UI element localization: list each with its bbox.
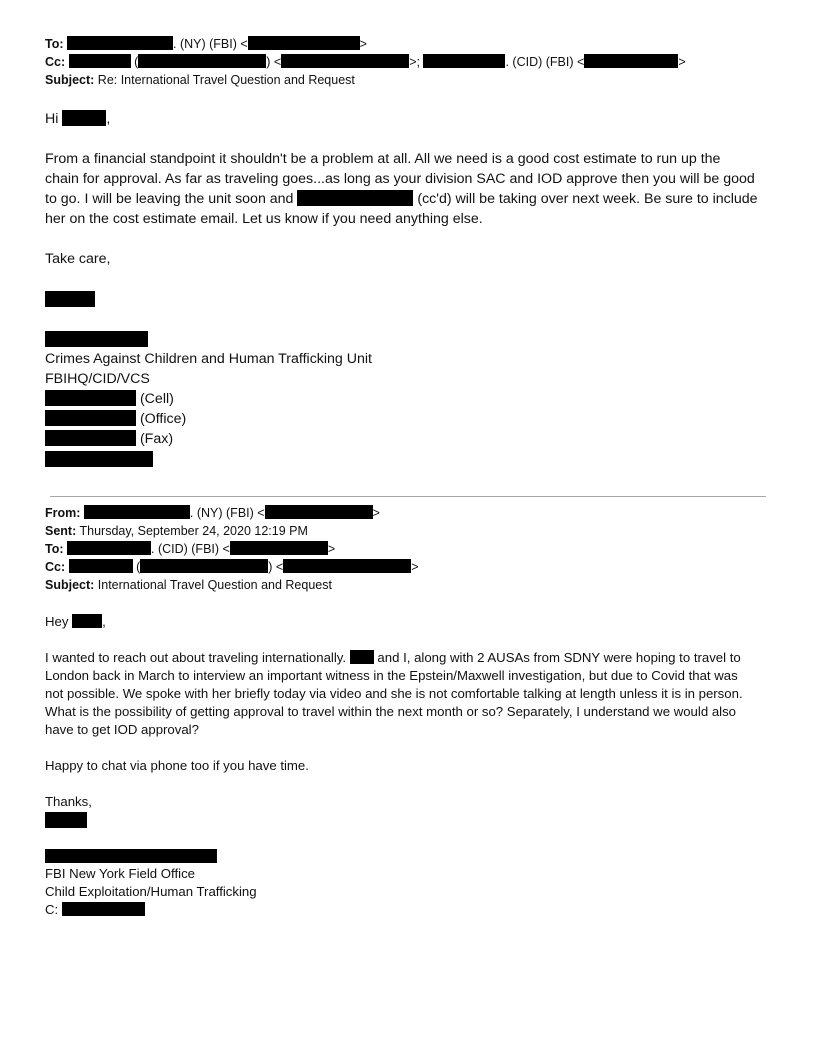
closing: Take care, bbox=[45, 251, 111, 267]
signature-name-redaction bbox=[45, 291, 95, 309]
paragraph-line: her on the cost estimate email. Let us know if you need anything else. bbox=[45, 211, 483, 227]
cc-close: > bbox=[678, 55, 686, 69]
signature-cell: C: bbox=[45, 901, 145, 919]
message-divider bbox=[50, 496, 766, 497]
cc-line: Cc: ( ) < > bbox=[45, 560, 419, 574]
redaction bbox=[69, 54, 131, 68]
paragraph-line: What is the possibility of getting approval to travel within the next month or so? Separately, I understand we would also bbox=[45, 704, 737, 719]
redaction bbox=[62, 902, 145, 916]
redaction bbox=[283, 559, 411, 573]
redaction bbox=[350, 650, 374, 664]
to-line: To: . (CID) (FBI) < > bbox=[45, 542, 336, 556]
redaction bbox=[248, 36, 360, 50]
paragraph-line: London back in March to interview an important witness in the Epstein/Maxwell investigation, but due to Covid that was bbox=[45, 668, 738, 683]
paragraph-line: have to get IOD approval? bbox=[45, 722, 199, 737]
redaction bbox=[281, 54, 409, 68]
phone-office: (Office) bbox=[45, 409, 186, 429]
greeting: Hi , bbox=[45, 111, 111, 127]
signature-title-redaction bbox=[45, 848, 217, 866]
paragraph-line: to go. I will be leaving the unit soon and (cc'd) will be taking over next week. Be sure to include bbox=[45, 191, 758, 207]
cc-label: Cc: bbox=[45, 55, 66, 69]
redaction bbox=[67, 541, 151, 555]
email-redaction bbox=[45, 451, 153, 469]
redaction bbox=[584, 54, 678, 68]
redaction bbox=[67, 36, 173, 50]
paragraph-line: chain for approval. As far as traveling goes...as long as your division SAC and IOD approve then you will be good bbox=[45, 171, 755, 187]
redaction bbox=[45, 430, 136, 446]
subject-line bbox=[45, 72, 355, 89]
to-tail: . (NY) (FBI) < bbox=[173, 37, 248, 51]
signature-title-redaction bbox=[45, 331, 148, 349]
cc-label: Cc: bbox=[45, 560, 66, 574]
to-label: To: bbox=[45, 542, 64, 556]
from-line: From: . (NY) (FBI) < > bbox=[45, 506, 380, 520]
signature-name-redaction bbox=[45, 812, 87, 830]
paragraph-line: I wanted to reach out about traveling internationally. and I, along with 2 AUSAs from SDNY were hoping to travel to bbox=[45, 650, 741, 665]
paragraph-line: From a financial standpoint it shouldn't be a problem at all. All we need is a good cost estimate to run up the bbox=[45, 151, 721, 167]
signature-office: FBI New York Field Office bbox=[45, 866, 196, 881]
redaction bbox=[297, 190, 413, 206]
to-close: > bbox=[359, 37, 367, 51]
sent-label: Sent: bbox=[45, 524, 77, 538]
paragraph: Happy to chat via phone too if you have time. bbox=[45, 758, 309, 773]
redaction bbox=[62, 110, 106, 126]
redaction bbox=[423, 54, 505, 68]
redaction bbox=[84, 505, 190, 519]
redaction bbox=[45, 410, 136, 426]
phone-cell: (Cell) bbox=[45, 389, 174, 409]
to-line bbox=[45, 36, 367, 53]
redaction bbox=[69, 559, 133, 573]
subject-text: Re: International Travel Question and Request bbox=[94, 73, 355, 87]
redaction bbox=[72, 614, 102, 628]
greeting: Hey , bbox=[45, 614, 106, 629]
redaction bbox=[138, 54, 266, 68]
closing: Thanks, bbox=[45, 794, 92, 809]
to-label: To: bbox=[45, 37, 64, 51]
phone-fax: (Fax) bbox=[45, 429, 173, 449]
redaction bbox=[45, 390, 136, 406]
redaction bbox=[140, 559, 268, 573]
from-label: From: bbox=[45, 506, 81, 520]
signature-division: Child Exploitation/Human Trafficking bbox=[45, 884, 257, 899]
cc-sep: >; bbox=[409, 55, 420, 69]
signature-unit: Crimes Against Children and Human Trafficking Unit bbox=[45, 351, 372, 367]
cc-mid: ) < bbox=[266, 55, 282, 69]
subject-label: Subject: bbox=[45, 73, 95, 87]
redaction bbox=[230, 541, 328, 555]
paragraph-line: not possible. We spoke with her briefly today via video and she is not comfortable talking at length unless it is in person. bbox=[45, 686, 743, 701]
sent-line: Sent: Thursday, September 24, 2020 12:19 PM bbox=[45, 524, 308, 538]
cc-tail: . (CID) (FBI) < bbox=[505, 55, 585, 69]
subject-label: Subject: bbox=[45, 578, 95, 592]
signature-org: FBIHQ/CID/VCS bbox=[45, 371, 150, 387]
redaction bbox=[265, 505, 373, 519]
cc-line bbox=[45, 54, 686, 71]
cc-open: ( bbox=[130, 55, 139, 69]
subject-line: Subject: International Travel Question and Request bbox=[45, 578, 332, 592]
